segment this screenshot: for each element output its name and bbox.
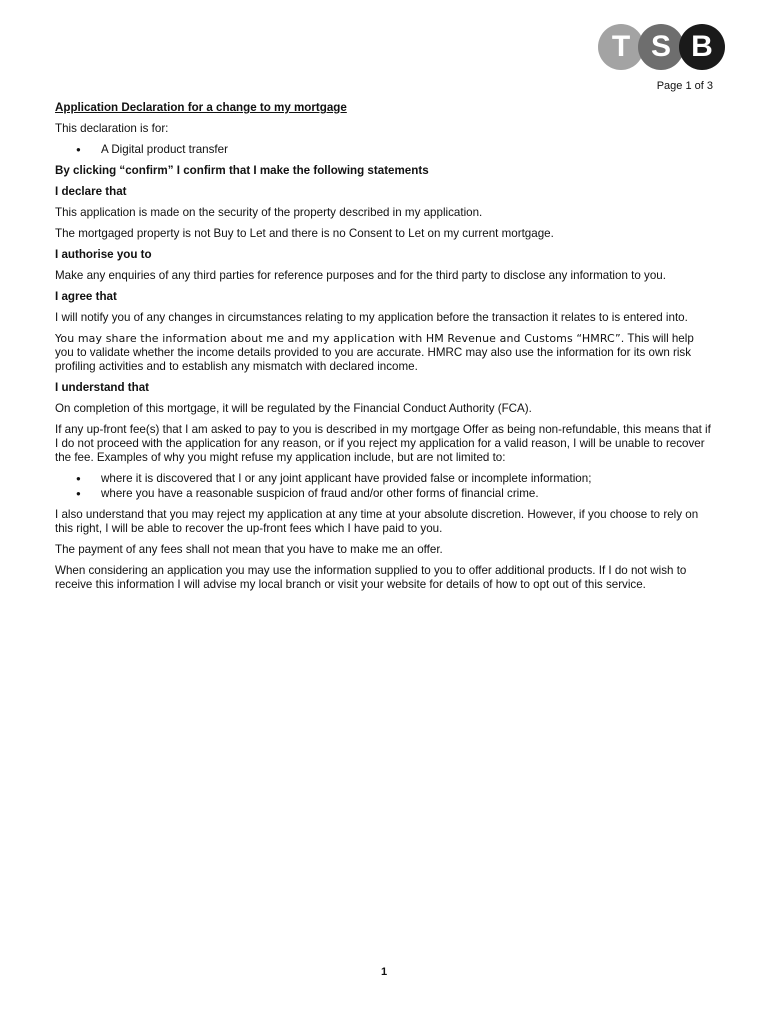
- footer-page-number: 1: [380, 966, 388, 978]
- declaration-content: [55, 101, 715, 599]
- section-heading-understand: I understand that: [55, 381, 150, 394]
- section-heading-authorise: I authorise you to: [55, 248, 152, 261]
- paragraph: The mortgaged property is not Buy to Let and there is no Consent to Let on my current mortgage.: [55, 227, 554, 240]
- hmrc-sharing-text: You may share the information about me and my application with HM Revenue and Customs “HMRC”.: [55, 332, 625, 345]
- paragraph: On completion of this mortgage, it will be regulated by the Financial Conduct Authority (FCA).: [55, 402, 532, 415]
- logo-letter-b: B: [679, 24, 725, 70]
- page-indicator: Page 1 of 3: [656, 80, 713, 92]
- paragraph: I also understand that you may reject my application at any time at your absolute discretion. However, if you choose to rely on this right, I will be able to recover the up-front fees which I have paid to you.: [55, 508, 699, 535]
- logo-letter-t: T: [598, 24, 644, 70]
- paragraph: When considering an application you may use the information supplied to you to offer additional products. If I do not wish to receive this information I will advise my local branch or visit your website for details of how to opt out of this service.: [55, 564, 687, 591]
- hmrc-validation-text: This will help you to validate whether the income details provided to you are accurate. HMRC may also use the information for its own risk profiling activities and to establish any mismatch with declared income.: [55, 332, 694, 373]
- intro-bullet-list: [55, 143, 715, 157]
- list-item: ● where it is discovered that I or any joint applicant have provided false or incomplete information;: [55, 472, 715, 486]
- paragraph: Make any enquiries of any third parties for reference purposes and for the third party to disclose any information to you.: [55, 269, 666, 282]
- paragraph: I will notify you of any changes in circumstances relating to my application before the transaction it relates to is entered into.: [55, 311, 688, 324]
- list-item: ● where you have a reasonable suspicion of fraud and/or other forms of financial crime.: [55, 487, 715, 501]
- logo-letter-s: S: [638, 24, 684, 70]
- confirm-statement: By clicking “confirm” I confirm that I make the following statements: [55, 164, 429, 177]
- section-heading-agree: I agree that: [55, 290, 117, 303]
- hmrc-paragraph: [55, 332, 715, 374]
- list-item: ● A Digital product transfer: [55, 143, 715, 157]
- refusal-reasons-list: [55, 472, 715, 501]
- document-title: Application Declaration for a change to my mortgage: [55, 101, 347, 114]
- paragraph: This application is made on the security of the property described in my application.: [55, 206, 483, 219]
- paragraph: The payment of any fees shall not mean that you have to make me an offer.: [55, 543, 443, 556]
- tsb-logo: [598, 24, 730, 70]
- intro-text: This declaration is for:: [55, 122, 169, 135]
- paragraph: If any up-front fee(s) that I am asked to pay to you is described in my mortgage Offer as being non-refundable, this means that if I do not proceed with the application for any reason, or if you reject my application for a valid reason, I will be unable to recover the fee. Examples of why you might refuse my application include, but are not limited to:: [55, 423, 711, 464]
- section-heading-declare: I declare that: [55, 185, 127, 198]
